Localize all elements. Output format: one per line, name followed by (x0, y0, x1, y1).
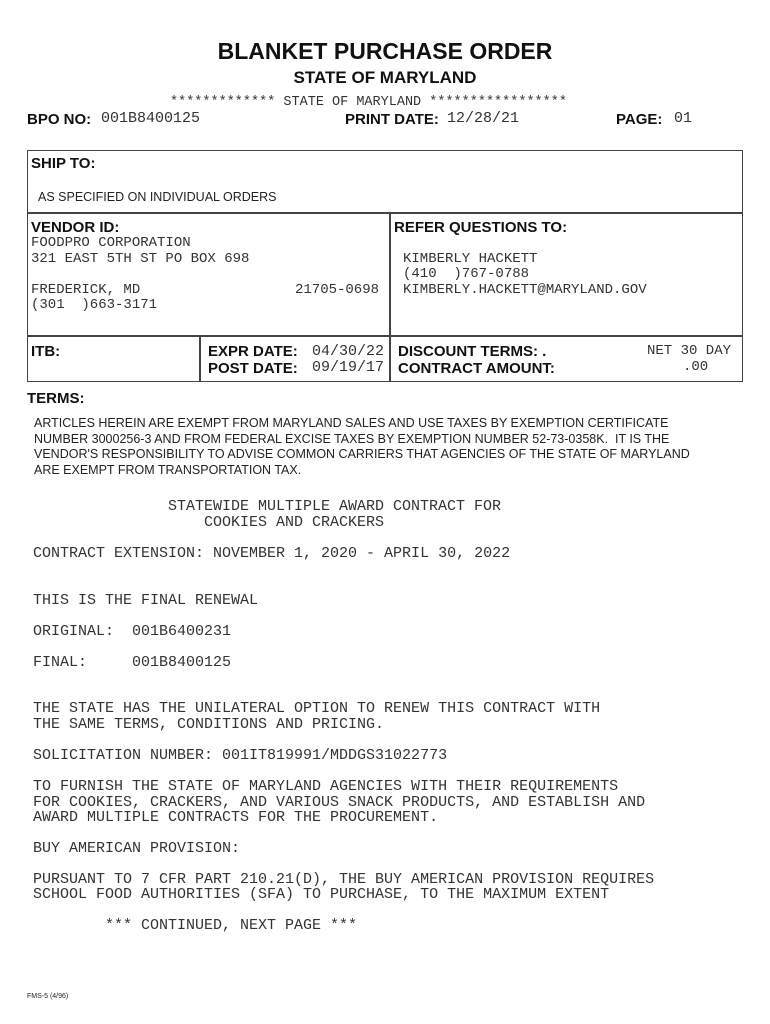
body-line: COOKIES AND CRACKERS (204, 514, 385, 531)
itb-label: ITB: (31, 343, 61, 360)
body-line: BUY AMERICAN PROVISION: (33, 840, 241, 857)
page-label: PAGE: (616, 111, 663, 128)
vendor-name: FOODPRO CORPORATION (31, 235, 191, 251)
vendor-address: 321 EAST 5TH ST PO BOX 698 (31, 251, 250, 267)
post-date-label: POST DATE: (208, 360, 298, 377)
terms-line: NUMBER 3000256-3 AND FROM FEDERAL EXCISE TAXES BY EXEMPTION NUMBER 52-73-0358K. IT IS THE (34, 432, 670, 446)
divider (27, 335, 743, 337)
state-banner: ************* STATE OF MARYLAND ***************** (170, 95, 567, 110)
divider (389, 212, 391, 381)
terms-line: VENDOR'S RESPONSIBILITY TO ADVISE COMMON CARRIERS THAT AGENCIES OF THE STATE OF MARYLAND (34, 447, 690, 461)
print-date-label: PRINT DATE: (345, 111, 439, 128)
print-date: 12/28/21 (447, 110, 520, 127)
document-subtitle: STATE OF MARYLAND (293, 68, 477, 87)
ship-to-label: SHIP TO: (31, 155, 96, 172)
body-line: THIS IS THE FINAL RENEWAL (33, 592, 259, 609)
expr-date: 04/30/22 (312, 343, 385, 360)
vendor-id-label: VENDOR ID: (31, 219, 120, 236)
contract-extension: CONTRACT EXTENSION: NOVEMBER 1, 2020 - APRIL 30, 2022 (33, 545, 511, 562)
post-date: 09/19/17 (312, 359, 385, 376)
contact-name: KIMBERLY HACKETT (403, 251, 538, 267)
body-line: AWARD MULTIPLE CONTRACTS FOR THE PROCUREMENT. (33, 809, 439, 826)
solicitation-number: SOLICITATION NUMBER: 001IT819991/MDDGS31022773 (33, 747, 448, 764)
contract-amount: .00 (683, 359, 709, 375)
body-line: SCHOOL FOOD AUTHORITIES (SFA) TO PURCHASE, TO THE MAXIMUM EXTENT (33, 886, 610, 903)
discount-terms-label: DISCOUNT TERMS: . (398, 343, 547, 360)
contact-phone: (410 )767-0788 (403, 266, 530, 282)
original-number: ORIGINAL: 001B6400231 (33, 623, 232, 640)
vendor-zip: 21705-0698 (295, 282, 380, 298)
ship-to-value: AS SPECIFIED ON INDIVIDUAL ORDERS (38, 190, 277, 204)
vendor-city: FREDERICK, MD (31, 282, 141, 298)
contract-amount-label: CONTRACT AMOUNT: (398, 360, 555, 377)
body-line: THE STATE HAS THE UNILATERAL OPTION TO RENEW THIS CONTRACT WITH (33, 700, 601, 717)
form-id: FMS-5 (4/96) (27, 993, 69, 1000)
page-number: 01 (674, 110, 693, 127)
bpo-number: 001B8400125 (101, 110, 201, 127)
refer-questions-label: REFER QUESTIONS TO: (394, 219, 568, 236)
bpo-label: BPO NO: (27, 111, 92, 128)
discount-terms: NET 30 DAY (647, 343, 732, 359)
terms-label: TERMS: (27, 390, 85, 407)
body-line: PURSUANT TO 7 CFR PART 210.21(D), THE BUY AMERICAN PROVISION REQUIRES (33, 871, 655, 888)
divider (199, 335, 201, 381)
final-number: FINAL: 001B8400125 (33, 654, 232, 671)
divider (27, 212, 743, 214)
body-line: STATEWIDE MULTIPLE AWARD CONTRACT FOR (168, 498, 502, 515)
body-line: THE SAME TERMS, CONDITIONS AND PRICING. (33, 716, 385, 733)
contact-email: KIMBERLY.HACKETT@MARYLAND.GOV (403, 282, 647, 298)
expr-date-label: EXPR DATE: (208, 343, 298, 360)
body-line: TO FURNISH THE STATE OF MARYLAND AGENCIES WITH THEIR REQUIREMENTS (33, 778, 619, 795)
continued-notice: *** CONTINUED, NEXT PAGE *** (105, 917, 358, 934)
document-title: BLANKET PURCHASE ORDER (217, 38, 553, 64)
terms-line: ARE EXEMPT FROM TRANSPORTATION TAX. (34, 463, 302, 477)
terms-line: ARTICLES HEREIN ARE EXEMPT FROM MARYLAND SALES AND USE TAXES BY EXEMPTION CERTIFICATE (34, 416, 669, 430)
vendor-phone: (301 )663-3171 (31, 297, 158, 313)
body-line: FOR COOKIES, CRACKERS, AND VARIOUS SNACK PRODUCTS, AND ESTABLISH AND (33, 794, 646, 811)
